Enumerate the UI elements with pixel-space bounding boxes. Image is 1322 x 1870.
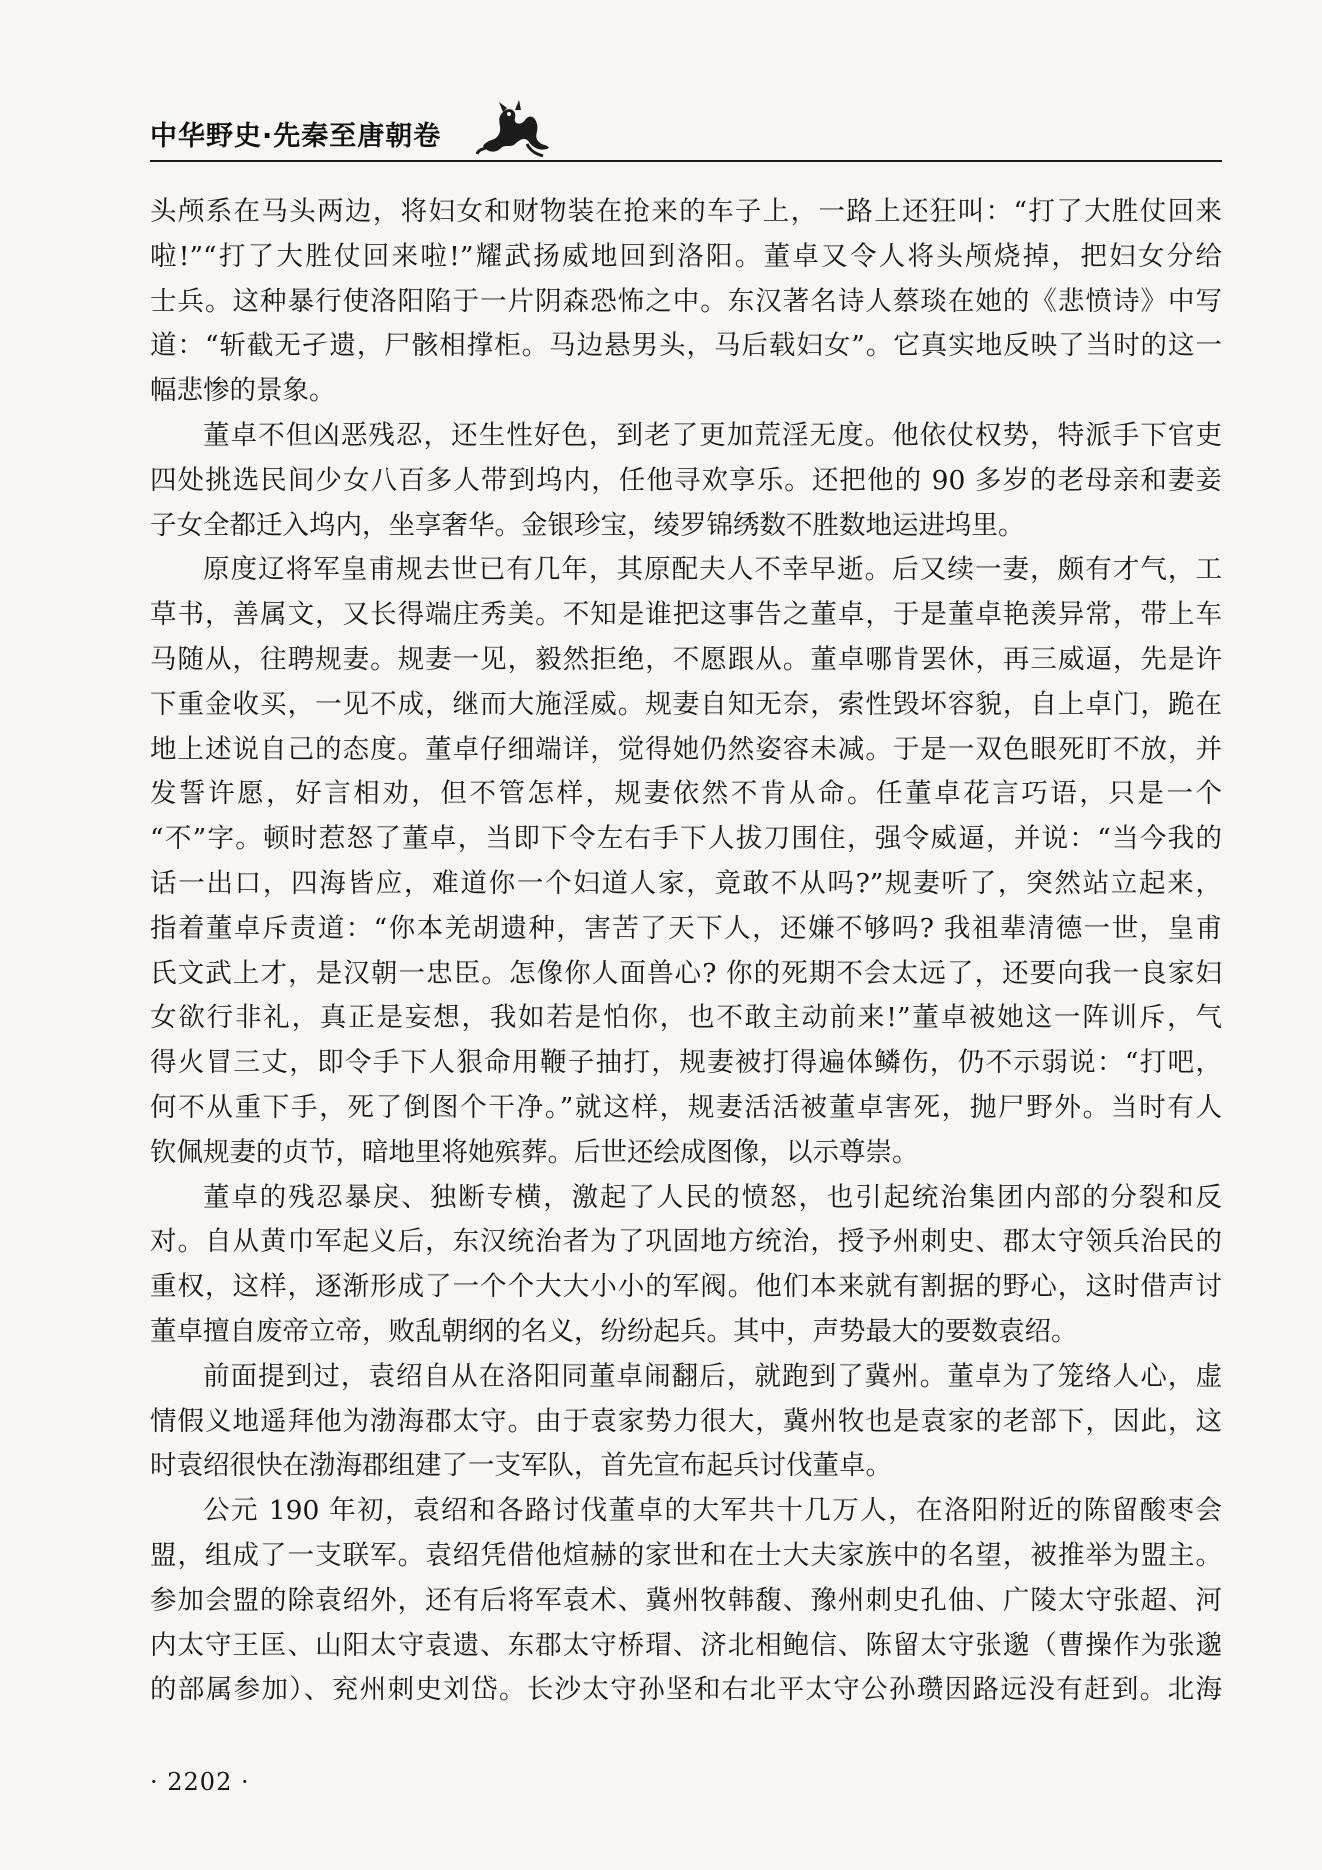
text-line: 话一出口，四海皆应，难道你一个妇道人家，竟敢不从吗?”规妻听了，突然站立起来， (150, 867, 1222, 899)
book-title: 中华野史·先秦至唐朝卷 (150, 121, 442, 152)
text-line: 重权，这样，逐渐形成了一个个大大小小的军阀。他们本来就有割据的野心，这时借声讨 (150, 1271, 1222, 1303)
text-line: 董卓擅自废帝立帝，败乱朝纲的名义，纷纷起兵。其中，声势最大的要数袁绍。 (150, 1315, 1078, 1347)
text-line: 盟，组成了一支联军。袁绍凭借他煊赫的家世和在士大夫家族中的名望，被推举为盟主。 (150, 1539, 1222, 1571)
text-line: 前面提到过，袁绍自从在洛阳同董卓闹翻后，就跑到了冀州。董卓为了笼络人心，虚 (203, 1360, 1222, 1392)
text-line: 参加会盟的除袁绍外，还有后将军袁术、冀州牧韩馥、豫州刺史孔伷、广陵太守张超、河 (150, 1584, 1222, 1616)
text-line: 原度辽将军皇甫规去世已有几年，其原配夫人不幸早逝。后又续一妻，颇有才气，工 (203, 554, 1222, 586)
header-rule (150, 160, 1222, 162)
text-line: 的部属参加）、兖州刺史刘岱。长沙太守孙坚和右北平太守公孙瓒因路远没有赶到。北海 (150, 1674, 1222, 1706)
text-line: “不”字。顿时惹怒了董卓，当即下令左右手下人拔刀围住，强令威逼，并说：“当今我的 (150, 823, 1222, 855)
text-line: 时袁绍很快在渤海郡组建了一支军队，首先宣布起兵讨伐董卓。 (150, 1450, 892, 1482)
text-line: 指着董卓斥责道：“你本羌胡遗种，害苦了天下人，还嫌不够吗? 我祖辈清德一世，皇甫 (150, 912, 1222, 944)
text-line: 头颅系在马头两边，将妇女和财物装在抢来的车子上，一路上还狂叫：“打了大胜仗回来 (150, 196, 1222, 227)
text-line: 董卓不但凶恶残忍，还生性好色，到老了更加荒淫无度。他依仗权势，特派手下官吏 (203, 419, 1222, 451)
text-line: 对。自从黄巾军起义后，东汉统治者为了巩固地方统治，授予州刺史、郡太守领兵治民的 (150, 1226, 1222, 1258)
body-text (150, 190, 1222, 1713)
page-number: · 2202 · (150, 1768, 250, 1796)
text-line: 得火冒三丈，即令手下人狠命用鞭子抽打，规妻被打得遍体鳞伤，仍不示弱说：“打吧， (150, 1047, 1222, 1079)
text-line: 子女全都迁入坞内，坐享奢华。金银珍宝，绫罗锦绣数不胜数地运进坞里。 (150, 509, 1025, 541)
text-line: 道：“斩截无孑遗，尸骸相撑柜。马边悬男头，马后载妇女”。它真实地反映了当时的这一 (150, 330, 1222, 362)
text-line: 董卓的残忍暴戾、独断专横，激起了人民的愤怒，也引起统治集团内部的分裂和反 (203, 1181, 1222, 1213)
text-line: 何不从重下手，死了倒图个干净。”就这样，规妻活活被董卓害死，抛尸野外。当时有人 (150, 1091, 1222, 1123)
text-line: 发誓许愿，好言相劝，但不管怎样，规妻依然不肯从命。任董卓花言巧语，只是一个 (150, 778, 1222, 810)
text-line: 女欲行非礼，真正是妄想，我如若是怕你，也不敢主动前来!”董卓被她这一阵训斥，气 (150, 1002, 1222, 1034)
text-line: 马随从，往聘规妻。规妻一见，毅然拒绝，不愿跟从。董卓哪肯罢休，再三威逼，先是许 (150, 643, 1222, 675)
text-line: 氏文武上才，是汉朝一忠臣。怎像你人面兽心? 你的死期不会太远了，还要向我一良家妇 (150, 957, 1222, 989)
running-header (150, 108, 1220, 160)
text-line: 啦!”“打了大胜仗回来啦!”耀武扬威地回到洛阳。董卓又令人将头颅烧掉，把妇女分给 (150, 240, 1222, 272)
text-line: 地上述说自己的态度。董卓仔细端详，觉得她仍然姿容未减。于是一双色眼死盯不放，并 (150, 733, 1222, 765)
text-line: 公元 190 年初，袁绍和各路讨伐董卓的大军共十几万人，在洛阳附近的陈留酸枣会 (203, 1495, 1222, 1527)
text-line: 士兵。这种暴行使洛阳陷于一片阴森恐怖之中。东汉著名诗人蔡琰在她的《悲愤诗》中写 (150, 285, 1222, 317)
text-line: 四处挑选民间少女八百多人带到坞内，任他寻欢享乐。还把他的 90 多岁的老母亲和妻妾 (150, 464, 1222, 496)
text-line: 幅悲惨的景象。 (150, 375, 336, 407)
text-line: 钦佩规妻的贞节，暗地里将她殡葬。后世还绘成图像，以示尊崇。 (150, 1136, 919, 1168)
text-line: 下重金收买，一见不成，继而大施淫威。规妻自知无奈，索性毁坏容貌，自上卓门，跪在 (150, 688, 1222, 720)
text-line: 内太守王匡、山阳太守袁遗、东郡太守桥瑁、济北相鲍信、陈留太守张邈（曹操作为张邈 (150, 1629, 1222, 1661)
text-line: 草书，善属文，又长得端庄秀美。不知是谁把这事告之董卓，于是董卓艳羡异常，带上车 (150, 599, 1222, 631)
text-line: 情假义地遥拜他为渤海郡太守。由于袁家势力很大，冀州牧也是袁家的老部下，因此，这 (150, 1405, 1222, 1437)
dragon-icon (475, 98, 553, 158)
